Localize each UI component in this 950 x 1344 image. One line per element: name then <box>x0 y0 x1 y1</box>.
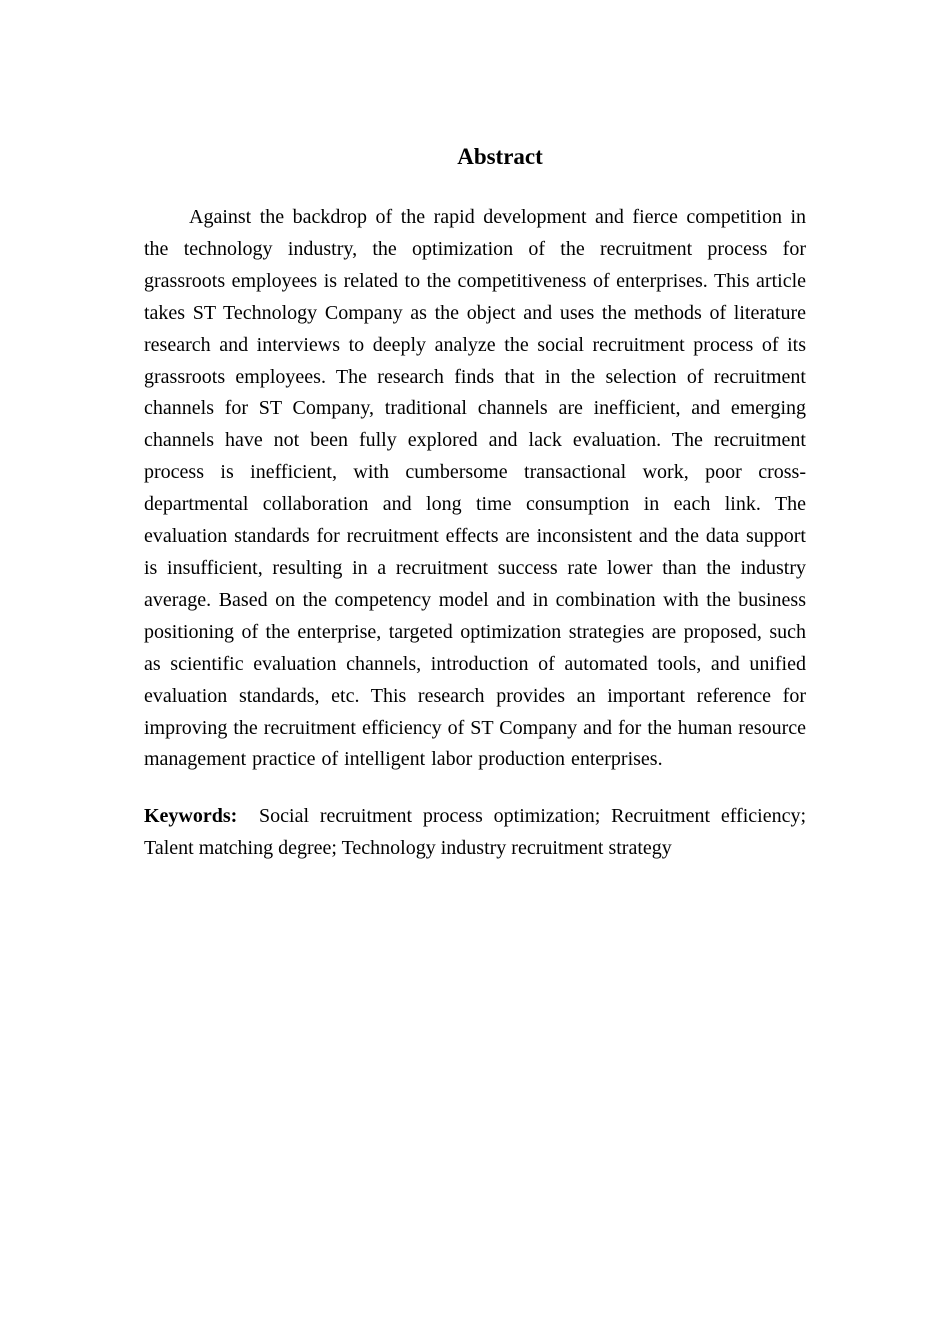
document-page <box>144 140 806 865</box>
keywords-text: Social recruitment process optimization; Recruitment efficiency; Talent matching degree; Technology industry recruitment strategy <box>144 805 807 860</box>
keywords-label: Keywords: <box>144 805 238 828</box>
keywords-paragraph <box>144 801 806 865</box>
abstract-title: Abstract <box>457 144 543 169</box>
abstract-body: Against the backdrop of the rapid development and fierce competition in the technology industry, the optimization of the recruitment process for grassroots employees is related to the competitiveness of enterprises. This article takes ST Technology Company as the object and uses the methods of literature research and interviews to deeply analyze the social recruitment process of its grassroots employees. The research finds that in the selection of recruitment channels for ST Company, traditional channels are inefficient, and emerging channels have not been fully explored and lack evaluation. The recruitment process is inefficient, with cumbersome transactional work, poor cross-departmental collaboration and long time consumption in each link. The evaluation standards for recruitment effects are inconsistent and the data support is insufficient, resulting in a recruitment success rate lower than the industry average. Based on the competency model and in combination with the business positioning of the enterprise, targeted optimization strategies are proposed, such as scientific evaluation channels, introduction of automated tools, and unified evaluation standards, etc. This research provides an important reference for improving the recruitment efficiency of ST Company and for the human resource management practice of intelligent labor production enterprises. <box>144 206 806 771</box>
